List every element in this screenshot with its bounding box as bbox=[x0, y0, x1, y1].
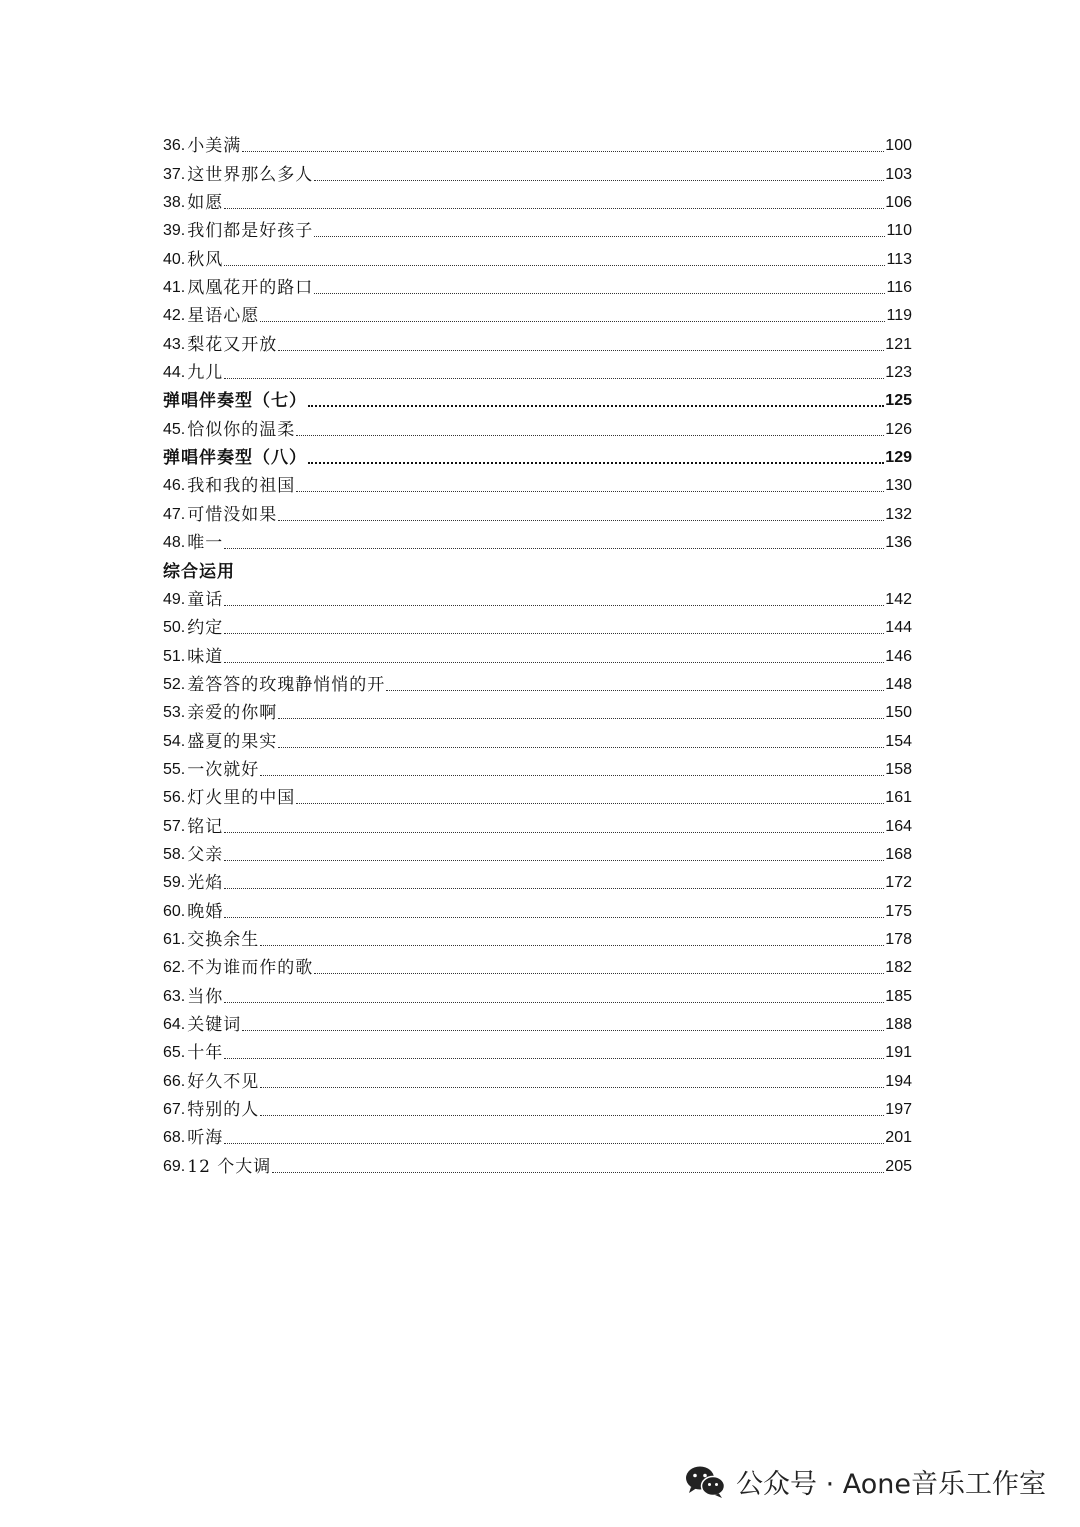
toc-item-title: 弹唱伴奏型（七） bbox=[163, 391, 307, 412]
toc-page-number: 110 bbox=[886, 222, 912, 240]
toc-section-row bbox=[163, 443, 912, 471]
dot-leader bbox=[242, 150, 884, 152]
toc-item-title: 我和我的祖国 bbox=[187, 476, 296, 497]
toc-item-number: 63. bbox=[163, 987, 186, 1005]
toc-item-number: 69. bbox=[163, 1157, 186, 1175]
dot-leader bbox=[314, 235, 885, 237]
toc-item-number: 58. bbox=[163, 845, 186, 863]
toc-page-number: 188 bbox=[885, 1016, 912, 1033]
dot-leader bbox=[314, 292, 885, 294]
toc-item-title: 弹唱伴奏型（八） bbox=[163, 448, 307, 469]
toc-item-title: 不为谁而作的歌 bbox=[187, 958, 314, 979]
toc-item-number: 65. bbox=[163, 1044, 186, 1062]
toc-item-number: 42. bbox=[163, 307, 186, 325]
toc-item-title: 可惜没如果 bbox=[187, 504, 278, 525]
toc-row bbox=[163, 896, 912, 924]
toc-item-title: 凤凰花开的路口 bbox=[187, 278, 314, 299]
dot-leader bbox=[278, 349, 884, 351]
toc-item-number: 41. bbox=[163, 279, 186, 297]
dot-leader bbox=[224, 632, 884, 634]
toc-row bbox=[163, 840, 912, 868]
toc-item-number: 47. bbox=[163, 505, 186, 523]
toc-row bbox=[163, 414, 912, 442]
toc-item-number: 40. bbox=[163, 250, 186, 268]
dot-leader bbox=[296, 490, 884, 492]
toc-page-number: 132 bbox=[885, 505, 912, 523]
toc-item-title: 亲爱的你啊 bbox=[187, 703, 278, 724]
toc-row bbox=[163, 244, 912, 272]
toc-row bbox=[163, 641, 912, 669]
wechat-icon bbox=[684, 1464, 726, 1500]
toc-item-number: 55. bbox=[163, 760, 186, 778]
toc-page-number: 126 bbox=[885, 420, 912, 438]
toc-page-number: 201 bbox=[885, 1129, 912, 1147]
toc-item-title: 12 个大调 bbox=[187, 1156, 272, 1177]
dot-leader bbox=[260, 1086, 884, 1088]
dot-leader bbox=[296, 434, 884, 436]
toc-item-title: 唯一 bbox=[187, 533, 224, 554]
dot-leader bbox=[260, 1114, 884, 1116]
toc-item-title: 恰似你的温柔 bbox=[187, 419, 296, 440]
dot-leader bbox=[224, 547, 884, 549]
toc-page-number: 123 bbox=[885, 364, 912, 382]
toc-item-number: 39. bbox=[163, 222, 186, 240]
toc-item-title: 好久不见 bbox=[187, 1071, 260, 1092]
toc-item-title: 光焰 bbox=[187, 873, 224, 894]
toc-item-title: 灯火里的中国 bbox=[187, 788, 296, 809]
dot-leader bbox=[224, 207, 884, 209]
toc-page-number: 194 bbox=[885, 1072, 912, 1090]
toc-page-number: 150 bbox=[885, 704, 912, 722]
toc-item-number: 46. bbox=[163, 477, 186, 495]
toc-row bbox=[163, 1066, 912, 1094]
toc-row bbox=[163, 953, 912, 981]
toc-row bbox=[163, 670, 912, 698]
toc-page-number: 100 bbox=[885, 137, 912, 155]
toc-item-number: 66. bbox=[163, 1072, 186, 1090]
toc-item-number: 44. bbox=[163, 364, 186, 382]
toc-page-number: 121 bbox=[885, 335, 912, 353]
toc-item-title: 晚婚 bbox=[187, 901, 224, 922]
toc-item-number: 37. bbox=[163, 165, 186, 183]
toc-item-title: 我们都是好孩子 bbox=[187, 221, 314, 242]
toc-item-number: 59. bbox=[163, 874, 186, 892]
toc-item-number: 64. bbox=[163, 1016, 186, 1033]
toc-item-number: 61. bbox=[163, 930, 186, 948]
dot-leader bbox=[224, 887, 884, 889]
toc-row bbox=[163, 499, 912, 527]
dot-leader bbox=[224, 1057, 884, 1059]
toc-row bbox=[163, 698, 912, 726]
toc-page-number: 154 bbox=[885, 732, 912, 750]
toc-item-title: 小美满 bbox=[187, 136, 242, 157]
toc-page-number: 197 bbox=[885, 1101, 912, 1119]
toc-item-number: 48. bbox=[163, 534, 186, 552]
toc-item-number: 43. bbox=[163, 335, 186, 353]
toc-page-number: 161 bbox=[885, 789, 912, 807]
toc-page-number: 191 bbox=[885, 1044, 912, 1062]
toc-item-title: 十年 bbox=[187, 1043, 224, 1064]
toc-page-number: 158 bbox=[885, 760, 912, 778]
toc-item-number: 60. bbox=[163, 902, 186, 920]
toc-row bbox=[163, 811, 912, 839]
watermark bbox=[684, 1462, 1046, 1501]
dot-leader bbox=[224, 604, 884, 606]
toc-page-number: 205 bbox=[885, 1157, 912, 1175]
toc-row bbox=[163, 329, 912, 357]
toc-item-title: 星语心愿 bbox=[187, 306, 260, 327]
dot-leader bbox=[386, 689, 884, 691]
toc-page-number: 182 bbox=[885, 959, 912, 977]
toc-row bbox=[163, 755, 912, 783]
toc-heading-row bbox=[163, 556, 912, 584]
toc-item-number: 56. bbox=[163, 789, 186, 807]
toc-page-number: 146 bbox=[885, 647, 912, 665]
toc-item-number: 36. bbox=[163, 137, 186, 155]
dot-leader bbox=[272, 1171, 884, 1173]
dot-leader bbox=[224, 1142, 884, 1144]
toc-row bbox=[163, 1010, 912, 1038]
toc-row bbox=[163, 131, 912, 159]
toc-page-number: 130 bbox=[885, 477, 912, 495]
toc-row bbox=[163, 1095, 912, 1123]
toc-page-number: 175 bbox=[885, 902, 912, 920]
toc-item-title: 梨花又开放 bbox=[187, 334, 278, 355]
toc-page-number: 103 bbox=[885, 165, 912, 183]
toc-item-number: 38. bbox=[163, 194, 186, 212]
toc-row bbox=[163, 216, 912, 244]
toc-section-row bbox=[163, 386, 912, 414]
toc-row bbox=[163, 726, 912, 754]
toc-row bbox=[163, 1038, 912, 1066]
toc-item-title: 父亲 bbox=[187, 844, 224, 865]
dot-leader bbox=[224, 1001, 884, 1003]
toc-row bbox=[163, 585, 912, 613]
toc-item-number: 62. bbox=[163, 959, 186, 977]
toc-row bbox=[163, 981, 912, 1009]
toc-row bbox=[163, 783, 912, 811]
toc-item-title: 铭记 bbox=[187, 816, 224, 837]
dot-leader bbox=[296, 802, 884, 804]
dot-leader bbox=[308, 404, 884, 407]
toc-page-number: 172 bbox=[885, 874, 912, 892]
dot-leader bbox=[224, 377, 884, 379]
toc-item-title: 约定 bbox=[187, 618, 224, 639]
toc-item-title: 特别的人 bbox=[187, 1100, 260, 1121]
toc-item-title: 综合运用 bbox=[163, 561, 235, 582]
toc-page-number: 168 bbox=[885, 845, 912, 863]
toc-item-title: 听海 bbox=[187, 1128, 224, 1149]
toc-row bbox=[163, 925, 912, 953]
toc-item-title: 当你 bbox=[187, 986, 224, 1007]
toc-row bbox=[163, 301, 912, 329]
dot-leader bbox=[260, 944, 884, 946]
dot-leader bbox=[224, 916, 884, 918]
toc-item-title: 羞答答的玫瑰静悄悄的开 bbox=[187, 674, 386, 695]
toc-item-title: 这世界那么多人 bbox=[187, 164, 314, 185]
toc-page-number: 178 bbox=[885, 930, 912, 948]
toc-item-number: 49. bbox=[163, 590, 186, 608]
toc-page-number: 129 bbox=[885, 449, 912, 467]
toc-item-number: 45. bbox=[163, 420, 186, 438]
dot-leader bbox=[224, 831, 884, 833]
toc-item-title: 味道 bbox=[187, 646, 224, 667]
toc-item-title: 关键词 bbox=[187, 1015, 242, 1035]
toc-page-number: 148 bbox=[885, 675, 912, 693]
toc-page-number: 113 bbox=[886, 250, 912, 268]
toc-row bbox=[163, 613, 912, 641]
toc-row bbox=[163, 471, 912, 499]
toc-page-number: 125 bbox=[885, 392, 912, 410]
toc-item-number: 50. bbox=[163, 619, 186, 637]
dot-leader bbox=[260, 320, 885, 322]
dot-leader bbox=[278, 717, 884, 719]
toc-page-number: 144 bbox=[885, 619, 912, 637]
toc-item-title: 童话 bbox=[187, 589, 224, 610]
table-of-contents bbox=[163, 131, 912, 1180]
toc-row bbox=[163, 159, 912, 187]
toc-item-number: 51. bbox=[163, 647, 186, 665]
toc-page-number: 164 bbox=[885, 817, 912, 835]
toc-item-title: 交换余生 bbox=[187, 929, 260, 950]
toc-page-number: 185 bbox=[885, 987, 912, 1005]
dot-leader bbox=[224, 264, 885, 266]
dot-leader bbox=[242, 1029, 884, 1031]
toc-item-number: 54. bbox=[163, 732, 186, 750]
toc-page-number: 119 bbox=[886, 307, 912, 325]
toc-page-number: 142 bbox=[885, 590, 912, 608]
toc-page-number: 116 bbox=[886, 279, 912, 297]
dot-leader bbox=[314, 179, 884, 181]
toc-page-number: 106 bbox=[885, 194, 912, 212]
toc-row bbox=[163, 358, 912, 386]
toc-row bbox=[163, 868, 912, 896]
watermark-text: 公众号 · Aone音乐工作室 bbox=[736, 1469, 1046, 1500]
toc-row bbox=[163, 188, 912, 216]
dot-leader bbox=[278, 746, 884, 748]
toc-page-number: 136 bbox=[885, 534, 912, 552]
dot-leader bbox=[278, 519, 884, 521]
toc-row bbox=[163, 528, 912, 556]
dot-leader bbox=[314, 972, 884, 974]
toc-item-title: 秋风 bbox=[187, 249, 224, 270]
dot-leader bbox=[260, 774, 884, 776]
dot-leader bbox=[224, 859, 884, 861]
toc-item-title: 九儿 bbox=[187, 363, 224, 384]
toc-item-number: 53. bbox=[163, 704, 186, 722]
toc-item-title: 盛夏的果实 bbox=[187, 731, 278, 752]
toc-item-number: 67. bbox=[163, 1101, 186, 1119]
toc-item-number: 68. bbox=[163, 1129, 186, 1147]
dot-leader bbox=[224, 661, 884, 663]
toc-row bbox=[163, 273, 912, 301]
toc-row bbox=[163, 1151, 912, 1179]
toc-row bbox=[163, 1123, 912, 1151]
toc-item-title: 如愿 bbox=[187, 193, 224, 214]
dot-leader bbox=[308, 461, 884, 464]
toc-item-number: 52. bbox=[163, 675, 186, 693]
toc-item-title: 一次就好 bbox=[187, 759, 260, 780]
toc-item-number: 57. bbox=[163, 817, 186, 835]
